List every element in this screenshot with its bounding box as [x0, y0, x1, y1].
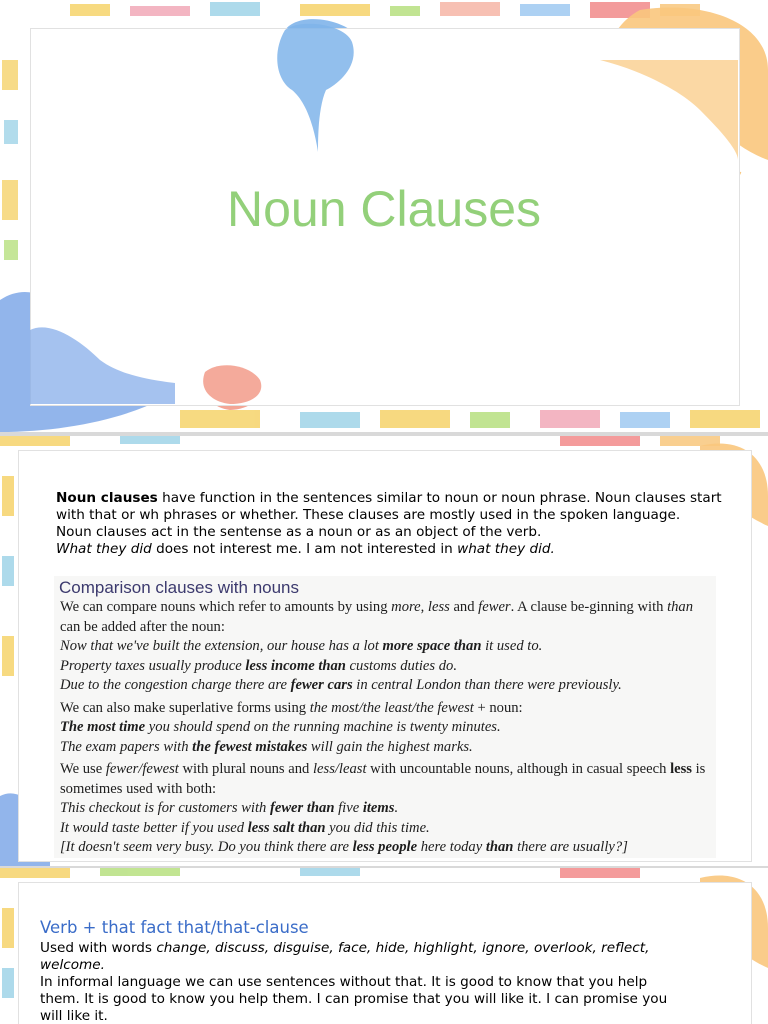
text: + noun:: [473, 699, 523, 716]
text-bold: less: [670, 761, 692, 777]
text: Now that we've built the extension, our house has a lot: [60, 638, 383, 654]
text: Due to the congestion charge there are: [60, 677, 291, 693]
text-bold: than: [485, 839, 514, 855]
text-bold: less income than: [245, 657, 346, 674]
text-italic: than: [667, 599, 694, 615]
excerpt-example: [54, 819, 716, 839]
intro-paragraph: Noun clauses act in the sentense as a noun or as an object of the verb.: [56, 524, 542, 540]
text: .: [394, 800, 399, 816]
example-italic: what they did.: [457, 541, 555, 557]
text: here today: [417, 839, 486, 855]
text: with uncountable nouns, although in casual speech: [366, 761, 671, 777]
text: in central London than there were previously.: [352, 677, 622, 693]
text: It would taste better if you used: [60, 819, 248, 836]
text: will gain the highest marks.: [307, 738, 473, 755]
page-title: Noun Clauses: [226, 181, 542, 237]
text: you should spend on the running machine is twenty minutes.: [145, 719, 501, 735]
text: there are usually?]: [513, 839, 628, 855]
text-bold: the fewest mistakes: [192, 738, 308, 755]
excerpt-paragraph: [54, 760, 716, 799]
intro-text: [56, 490, 746, 558]
text-bold: more space than: [382, 638, 482, 654]
excerpt-example: [54, 838, 716, 858]
excerpt-example: [54, 718, 716, 738]
intro-example: [56, 541, 746, 558]
text: ,: [420, 599, 428, 615]
text-italic: fewer: [478, 599, 511, 615]
text: We can also make superlative forms using: [60, 699, 310, 716]
intro-paragraph: [56, 490, 746, 524]
text: This checkout is for customers with: [60, 800, 270, 816]
section-body: [40, 940, 680, 1024]
content-slide-comparison: [0, 436, 768, 866]
text-italic: less: [427, 599, 450, 615]
text-bold: The most time: [60, 719, 146, 735]
excerpt-example: [54, 738, 716, 758]
excerpt-example: [54, 676, 716, 696]
text-italic: more: [391, 599, 421, 615]
text: is sometimes used with both:: [60, 761, 706, 797]
text-bold: less salt than: [247, 819, 326, 836]
text: Property taxes usually produce: [60, 657, 246, 674]
text-italic: fewer/fewest: [105, 761, 179, 777]
intro-line: have function in the sentences similar to noun or noun phrase. Noun clauses start with that or wh phrases or whether. These clauses are mostly used in the spoken language.: [56, 490, 722, 523]
text: [It doesn't seem very busy. Do you think there are: [60, 839, 353, 855]
excerpt-heading: Comparison clauses with nouns: [59, 578, 300, 597]
text: five: [334, 800, 363, 816]
text: and: [449, 599, 479, 615]
excerpt-paragraph: [54, 598, 716, 637]
example-italic: What they did: [56, 541, 152, 557]
text-italic: the most/the least/the fewest: [309, 699, 474, 716]
excerpt-example: [54, 799, 716, 819]
text-bold: items: [362, 800, 395, 816]
excerpt-example: [54, 657, 716, 677]
term-bold: Noun clauses: [56, 490, 158, 506]
excerpt-paragraph: [54, 699, 716, 719]
text: We can compare nouns which refer to amounts by using: [60, 599, 392, 615]
text: with plural nouns and: [178, 761, 313, 777]
excerpt-example: [54, 637, 716, 657]
section-paragraph: In informal language we can use sentences without that. It is good to know that you help them. It is good to know you help them. I can promise that you will like it. I can promise you will like it.: [40, 974, 668, 1024]
section-title: Verb + that fact that/that-clause: [40, 918, 309, 937]
text: We use: [60, 761, 106, 777]
text-bold: fewer cars: [290, 677, 353, 693]
example-text: does not interest me. I am not interested in: [151, 541, 458, 557]
text: Used with words: [40, 940, 157, 956]
text-bold: fewer than: [269, 800, 335, 816]
textbook-excerpt-image: [54, 576, 716, 858]
text-bold: less people: [352, 839, 418, 855]
content-slide-verb-that: [0, 868, 768, 1024]
text: you did this time.: [325, 819, 430, 836]
text: customs duties do.: [345, 657, 457, 674]
text: The exam papers with: [60, 738, 193, 755]
text: can be added after the noun:: [60, 618, 225, 635]
text-italic: less/least: [312, 761, 367, 777]
text: . A clause be-ginning with: [510, 599, 668, 615]
text: it used to.: [481, 638, 543, 654]
text-italic: change, discuss, disguise, face, hide, highlight, ignore, overlook, reflect, welcome.: [40, 940, 650, 973]
title-slide: [0, 0, 768, 432]
section-paragraph: [40, 940, 680, 974]
